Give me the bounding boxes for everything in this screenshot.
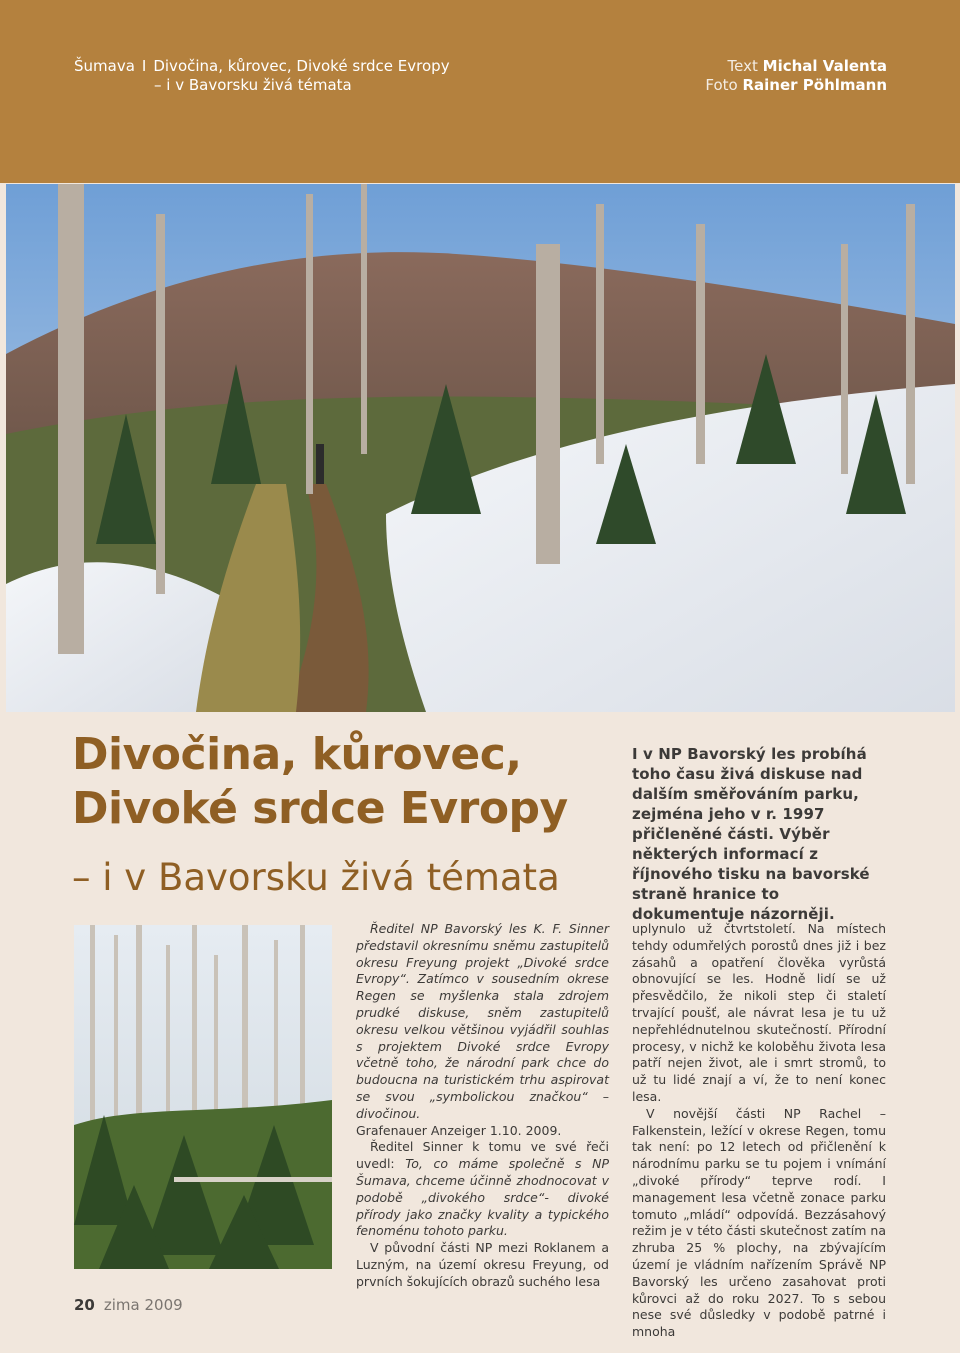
credit-photographer: Rainer Pöhlmann <box>742 76 887 94</box>
secondary-photo-regenerating-forest <box>74 925 332 1269</box>
article-subtitle: – i v Bavorsku živá témata <box>72 856 560 899</box>
issue-label: zima 2009 <box>103 1296 183 1314</box>
running-title-line2: – i v Bavorsku živá témata <box>154 76 352 94</box>
paragraph-rachel-falkenstein: V novější části NP Rachel – Falkenstein, ležící v okrese Regen, tomu tak není: po 12 letech od přičlenění k národnímu parku se tu pojem i vnímání „divoké přírody“ teprve rodí. I management lesa včetně zonace parku tomuto „mládí“ odpovídá. Bezzásahový režim je v této části skutečnost zatím na zhruba 25 % plochy, na zbývajícím území je vládním nařízením Správě NP Bavorský les určeno zasahovat proti kůrovci až do roku 2027. To s sebou nese své důsledky v podobě patrné i mnoha <box>632 1105 886 1340</box>
column-middle <box>356 921 609 1291</box>
paragraph-forest-recovery: uplynulo už čtvrtstoletí. Na místech tehdy odumřelých porostů dnes již i bez zásahů a opatření člověka vyrůstá obnovující se les. Hodně lidí se už přesvědčilo, že nikoli step či staletí trvající poušť, ale návrat lesa je tu už nepřehlédnutelnou skutečností. Přírodní procesy, v nichž ke koloběhu života lesa patří nejen život, ale i smrt stromů, to už tu lidé znají a ví, že to není konec lesa. <box>632 921 886 1104</box>
column-right <box>632 921 886 1341</box>
running-header <box>74 57 450 95</box>
header-band <box>0 0 960 183</box>
page-number: 20 <box>74 1296 95 1314</box>
paragraph-original-part: V původní části NP mezi Roklanem a Luzným, na území okresu Freyung, od prvních šokujících obrazů suchého lesa <box>356 1240 609 1289</box>
page-footer <box>74 1296 183 1314</box>
running-title-line1: Divočina, kůrovec, Divoké srdce Evropy <box>153 57 450 75</box>
header-separator: I <box>141 57 147 75</box>
speech-quote: To, co máme společně s NP Šumava, chceme účinně zhodnocovat v podobě „divokého srdce“- divoké přírody jako značky kvality a typického fenoménu tohoto parku. <box>356 1156 609 1239</box>
credit-photo-label: Foto <box>705 76 738 94</box>
article-headline <box>72 728 632 836</box>
headline-line1: Divočina, kůrovec, <box>72 729 522 780</box>
paragraph-sinner-speech <box>356 1139 609 1240</box>
source-citation: Grafenauer Anzeiger 1.10. 2009. <box>356 1122 562 1138</box>
credits <box>705 57 887 95</box>
headline-line2: Divoké srdce Evropy <box>72 783 568 834</box>
paragraph-quote-sinner: Ředitel NP Bavorský les K. F. Sinner představil okresnímu sněmu zastupitelů okresu Freyung projekt „Divoké srdce Evropy“. Zatímco v sousedním okrese Regen se myšlenka stala zdrojem prudké diskuse, sněm zastupitelů okresu velkou většinou vyjádřil souhlas s projektem Divoké srdce Evropy včetně toho, že národní park chce do budoucna na turistickém trhu aspirovat se svou „symbolickou značkou“ – divočinou. <box>356 921 609 1121</box>
credit-text-label: Text <box>727 57 758 75</box>
main-photo-forest-trail <box>6 184 955 712</box>
article-lead: I v NP Bavorský les probíhá toho času živá diskuse nad dalším směřováním parku, zejména jeho v r. 1997 přičleněné části. Výběr některých informací z říjnového tisku na bavorské straně hranice to dokumentuje názorněji. <box>632 745 870 923</box>
credit-author: Michal Valenta <box>762 57 887 75</box>
section-label: Šumava <box>74 57 135 75</box>
speech-intro: Ředitel Sinner k tomu ve své řeči uvedl: <box>356 1139 609 1172</box>
